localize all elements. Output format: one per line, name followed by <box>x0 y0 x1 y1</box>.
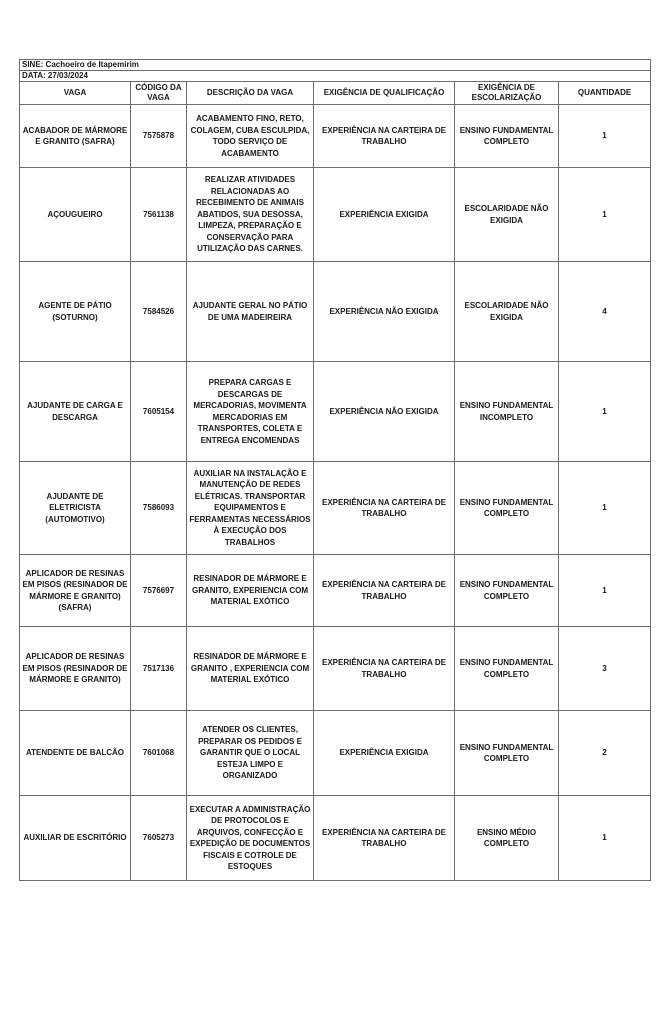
cell-vaga: AGENTE DE PÁTIO (SOTURNO) <box>20 262 131 362</box>
cell-codigo: 7561138 <box>131 168 187 262</box>
cell-qualificacao: EXPERIÊNCIA EXIGIDA <box>314 711 455 796</box>
cell-vaga: AUXILIAR DE ESCRITÓRIO <box>20 796 131 881</box>
cell-quantidade: 1 <box>559 462 651 555</box>
cell-qualificacao: EXPERIÊNCIA NA CARTEIRA DE TRABALHO <box>314 555 455 627</box>
cell-escolarizacao: ENSINO FUNDAMENTAL INCOMPLETO <box>455 362 559 462</box>
table-row <box>20 168 651 262</box>
cell-vaga: APLICADOR DE RESINAS EM PISOS (RESINADOR DE MÁRMORE E GRANITO) <box>20 627 131 711</box>
cell-codigo: 7605273 <box>131 796 187 881</box>
table-row <box>20 627 651 711</box>
cell-escolarizacao: ENSINO FUNDAMENTAL COMPLETO <box>455 555 559 627</box>
cell-codigo: 7605154 <box>131 362 187 462</box>
table-row <box>20 555 651 627</box>
cell-qualificacao: EXPERIÊNCIA NÃO EXIGIDA <box>314 262 455 362</box>
col-header-vaga: VAGA <box>20 82 131 105</box>
cell-descricao: ATENDER OS CLIENTES, PREPARAR OS PEDIDOS E GARANTIR QUE O LOCAL ESTEJA LIMPO E ORGANIZADO <box>187 711 314 796</box>
cell-descricao: ACABAMENTO FINO, RETO, COLAGEM, CUBA ESCULPIDA, TODO SERVIÇO DE ACABAMENTO <box>187 105 314 168</box>
cell-qualificacao: EXPERIÊNCIA NA CARTEIRA DE TRABALHO <box>314 627 455 711</box>
cell-vaga: ACABADOR DE MÁRMORE E GRANITO (SAFRA) <box>20 105 131 168</box>
cell-descricao: RESINADOR DE MÁRMORE E GRANITO, EXPERIENCIA COM MATERIAL EXÓTICO <box>187 555 314 627</box>
cell-escolarizacao: ENSINO FUNDAMENTAL COMPLETO <box>455 462 559 555</box>
cell-quantidade: 2 <box>559 711 651 796</box>
cell-qualificacao: EXPERIÊNCIA NA CARTEIRA DE TRABALHO <box>314 796 455 881</box>
job-table <box>19 59 651 881</box>
cell-quantidade: 1 <box>559 168 651 262</box>
table-row <box>20 362 651 462</box>
cell-escolarizacao: ESCOLARIDADE NÃO EXIGIDA <box>455 168 559 262</box>
header-row <box>20 82 651 105</box>
cell-vaga: AÇOUGUEIRO <box>20 168 131 262</box>
col-header-descricao: DESCRIÇÃO DA VAGA <box>187 82 314 105</box>
col-header-escolarizacao: EXIGÊNCIA DE ESCOLARIZAÇÃO <box>455 82 559 105</box>
cell-qualificacao: EXPERIÊNCIA NA CARTEIRA DE TRABALHO <box>314 462 455 555</box>
cell-escolarizacao: ENSINO FUNDAMENTAL COMPLETO <box>455 711 559 796</box>
cell-descricao: AJUDANTE GERAL NO PÁTIO DE UMA MADEIREIRA <box>187 262 314 362</box>
cell-quantidade: 4 <box>559 262 651 362</box>
table-row <box>20 711 651 796</box>
col-header-quantidade: QUANTIDADE <box>559 82 651 105</box>
table-row <box>20 262 651 362</box>
date-row <box>20 71 651 82</box>
col-header-codigo: CÓDIGO DA VAGA <box>131 82 187 105</box>
cell-escolarizacao: ESCOLARIDADE NÃO EXIGIDA <box>455 262 559 362</box>
cell-qualificacao: EXPERIÊNCIA EXIGIDA <box>314 168 455 262</box>
cell-codigo: 7576697 <box>131 555 187 627</box>
cell-quantidade: 1 <box>559 555 651 627</box>
cell-vaga: AJUDANTE DE ELETRICISTA (AUTOMOTIVO) <box>20 462 131 555</box>
cell-descricao: PREPARA CARGAS E DESCARGAS DE MERCADORIAS, MOVIMENTA MERCADORIAS EM TRANSPORTES, COLETA E ENTREGA ENCOMENDAS <box>187 362 314 462</box>
sine-label: SINE: Cachoeiro de Itapemirim <box>20 60 651 71</box>
cell-codigo: 7586093 <box>131 462 187 555</box>
cell-descricao: RESINADOR DE MÁRMORE E GRANITO , EXPERIENCIA COM MATERIAL EXÓTICO <box>187 627 314 711</box>
cell-descricao: AUXILIAR NA INSTALAÇÃO E MANUTENÇÃO DE REDES ELÉTRICAS. TRANSPORTAR EQUIPAMENTOS E FERRAMENTAS NECESSÁRIOS À EXECUÇÃO DOS TRABALHOS <box>187 462 314 555</box>
cell-vaga: APLICADOR DE RESINAS EM PISOS (RESINADOR DE MÁRMORE E GRANITO) (SAFRA) <box>20 555 131 627</box>
job-listing-sheet <box>19 59 650 881</box>
cell-qualificacao: EXPERIÊNCIA NA CARTEIRA DE TRABALHO <box>314 105 455 168</box>
cell-codigo: 7584526 <box>131 262 187 362</box>
table-row <box>20 796 651 881</box>
col-header-qualificacao: EXIGÊNCIA DE QUALIFICAÇÃO <box>314 82 455 105</box>
cell-qualificacao: EXPERIÊNCIA NÃO EXIGIDA <box>314 362 455 462</box>
cell-quantidade: 3 <box>559 627 651 711</box>
cell-quantidade: 1 <box>559 796 651 881</box>
cell-codigo: 7575878 <box>131 105 187 168</box>
cell-codigo: 7601068 <box>131 711 187 796</box>
cell-escolarizacao: ENSINO MÉDIO COMPLETO <box>455 796 559 881</box>
table-row <box>20 462 651 555</box>
cell-escolarizacao: ENSINO FUNDAMENTAL COMPLETO <box>455 105 559 168</box>
cell-quantidade: 1 <box>559 362 651 462</box>
cell-vaga: AJUDANTE DE CARGA E DESCARGA <box>20 362 131 462</box>
cell-descricao: REALIZAR ATIVIDADES RELACIONADAS AO RECEBIMENTO DE ANIMAIS ABATIDOS, SUA DESOSSA, LIMPEZA, PREPARAÇÃO E CONSERVAÇÃO PARA UTILIZAÇÃO DAS CARNES. <box>187 168 314 262</box>
cell-escolarizacao: ENSINO FUNDAMENTAL COMPLETO <box>455 627 559 711</box>
cell-descricao: EXECUTAR A ADMINISTRAÇÃO DE PROTOCOLOS E ARQUIVOS, CONFECÇÃO E EXPEDIÇÃO DE DOCUMENTOS FISCAIS E COTROLE DE ESTOQUES <box>187 796 314 881</box>
cell-vaga: ATENDENTE DE BALCÃO <box>20 711 131 796</box>
table-row <box>20 105 651 168</box>
cell-quantidade: 1 <box>559 105 651 168</box>
date-label: DATA: 27/03/2024 <box>20 71 651 82</box>
cell-codigo: 7517136 <box>131 627 187 711</box>
sine-row <box>20 60 651 71</box>
